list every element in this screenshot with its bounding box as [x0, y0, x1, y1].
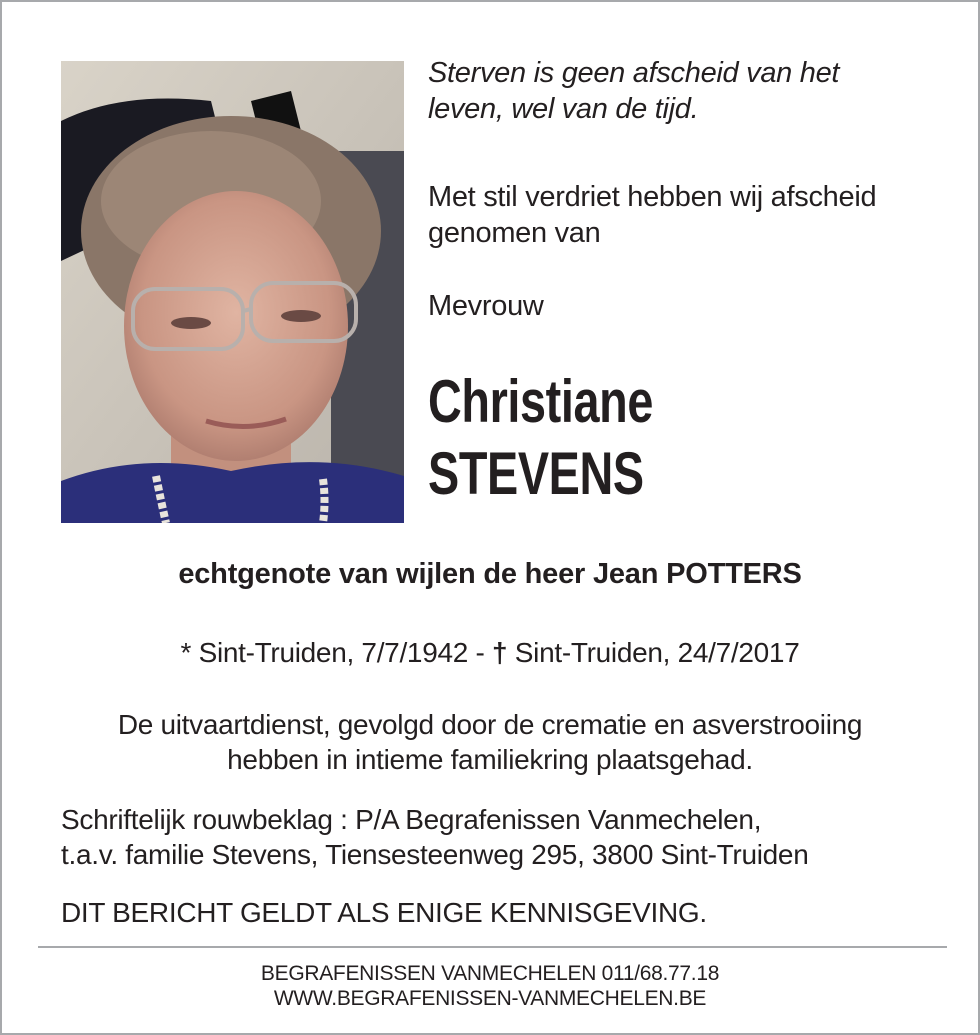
date-separator: -: [475, 637, 485, 668]
notice-text: DIT BERICHT GELDT ALS ENIGE KENNISGEVING.: [61, 897, 707, 928]
condolence-address: [61, 802, 961, 872]
last-name: STEVENS: [428, 440, 644, 507]
divider: [38, 946, 947, 948]
cross-icon: †: [492, 637, 508, 668]
footer-website: WWW.BEGRAFENISSEN-VANMECHELEN.BE: [273, 987, 707, 1010]
birth-mark: *: [180, 637, 192, 668]
intro-line: Met stil verdriet hebben wij afscheid: [428, 181, 877, 213]
ceremony-line: hebben in intieme familiekring plaatsgehad.: [227, 744, 753, 775]
intro-text: [428, 179, 948, 251]
condolence-line: Schriftelijk rouwbeklag : P/A Begrafenissen Vanmechelen,: [61, 804, 762, 835]
intro-line: genomen van: [428, 217, 601, 249]
condolence-line: t.a.v. familie Stevens, Tiensesteenweg 295, 3800 Sint-Truiden: [61, 839, 809, 870]
birth-date: Sint-Truiden, 7/7/1942: [198, 637, 469, 668]
death-date: Sint-Truiden, 24/7/2017: [514, 637, 800, 668]
first-name: Christiane: [428, 368, 653, 435]
quote-line: leven, wel van de tijd.: [428, 93, 699, 125]
life-dates: [2, 637, 978, 669]
portrait-photo: [61, 61, 404, 523]
quote-line: Sterven is geen afscheid van het: [428, 57, 840, 89]
footer: [2, 961, 978, 1011]
ceremony-text: [2, 707, 978, 777]
salutation: Mevrouw: [428, 290, 544, 322]
spouse-line: echtgenote van wijlen de heer Jean POTTERS: [178, 558, 802, 590]
ceremony-line: De uitvaartdienst, gevolgd door de crematie en asverstrooiing: [117, 709, 863, 740]
footer-company: BEGRAFENISSEN VANMECHELEN 011/68.77.18: [260, 962, 720, 985]
deceased-name: [428, 366, 653, 510]
quote: [428, 55, 948, 127]
